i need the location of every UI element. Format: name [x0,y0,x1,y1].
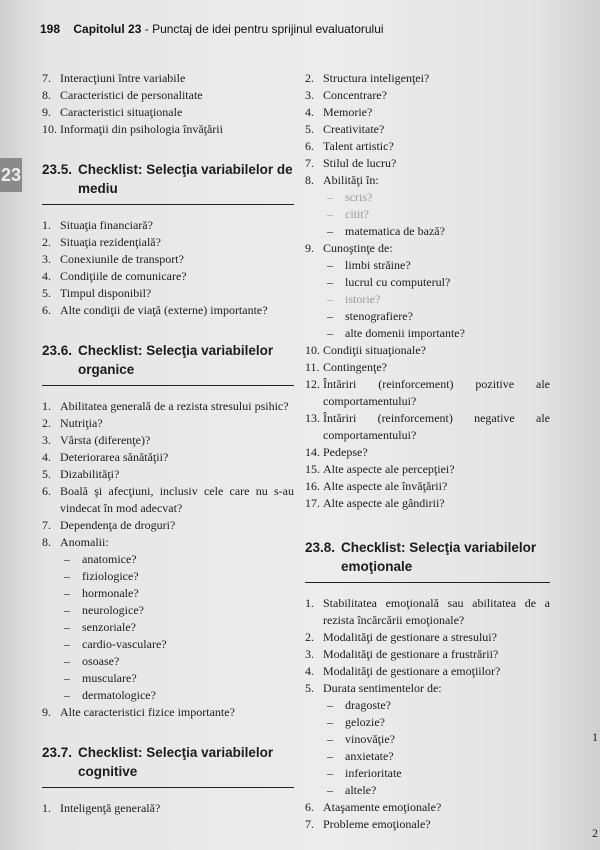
list-item: 7. Dependenţa de droguri? [42,518,176,532]
list-item: 16. Alte aspecte ale învăţării? [305,479,448,493]
list-subitem: – lucrul cu computerul? [327,275,451,289]
list-subitem: – hormonale? [64,586,139,600]
header-separator: - [141,22,153,36]
list-subitem: – musculare? [64,671,137,685]
page-number: 198 [40,22,61,36]
chapter-thumb-tab: 23 [0,158,22,192]
chapter-label: Capitolul 23 [73,22,142,36]
list-item: 10. Informaţii din psihologia învăţării [42,122,223,136]
list-item: 4. Deteriorarea sănătăţii? [42,450,169,464]
section-23-6-list [42,398,294,721]
list-item: 1. Abilitatea generală de a rezista stresului psihic? [42,399,289,413]
list-item: 6. Talent artistic? [305,139,394,153]
section-rule [42,787,294,788]
list-item: 8. Anomalii: [42,535,109,549]
list-item: 3. Concentrare? [305,88,387,102]
list-item: 9. Alte caracteristici fizice importante? [42,705,235,719]
section-rule [42,204,294,205]
list-subitem: – inferioritate [327,766,402,780]
left-top-list [42,70,294,138]
list-item: 2. Situaţia rezidenţială? [42,235,161,249]
list-item: 5. Durata sentimentelor de: [305,681,442,695]
list-subitem: – osoase? [64,654,120,668]
list-item: 3. Conexiunile de transport? [42,252,184,266]
list-item: 4. Modalităţi de gestionare a emoţiilor? [305,664,501,678]
list-item: 15. Alte aspecte ale percepţiei? [305,462,455,476]
list-item: 5. Creativitate? [305,122,385,136]
list-item: 1. Situaţia financiară? [42,218,153,232]
list-subitem: – cardio-vasculare? [64,637,167,651]
section-title-23-8: 23.8. Checklist: Selecţia variabilelor emoţionale [305,540,537,574]
list-subitem: – altele? [327,783,377,797]
list-subitem: – anatomice? [64,552,137,566]
list-subitem: – limbi străine? [327,258,411,272]
list-item: 9. Cunoştinţe de: [305,241,393,255]
list-subitem: – anxietate? [327,749,394,763]
list-item: 8. Abilităţi în: [305,173,379,187]
list-item: 11. Contingenţe? [305,360,387,374]
list-item: 13. Întăriri (reinforcement) negative ale comportamentului? [305,411,550,442]
section-rule [305,582,550,583]
list-item: 7. Probleme emoţionale? [305,817,431,831]
list-subitem: – fiziologice? [64,569,139,583]
list-item: 9. Caracteristici situaţionale [42,105,183,119]
list-item: 5. Timpul disponibil? [42,286,152,300]
list-subitem: – vinovăţie? [327,732,395,746]
list-item: 6. Alte condiţii de viaţă (externe) importante? [42,303,268,317]
right-column [305,70,550,833]
edge-mark: 1 [592,730,598,744]
list-item: 7. Stilul de lucru? [305,156,397,170]
list-item: 8. Caracteristici de personalitate [42,88,203,102]
list-item: 6. Boală şi afecţiuni, inclusiv cele care nu s-au vindecat în mod adecvat? [42,484,294,515]
list-item: 1. Inteligenţă generală? [42,801,161,815]
list-item: 2. Structura inteligenţei? [305,71,430,85]
list-item: 10. Condiţii situaţionale? [305,343,426,357]
list-subitem: – senzoriale? [64,620,136,634]
list-subitem: – istorie? [327,292,381,306]
list-item: 12. Întăriri (reinforcement) pozitive ale comportamentului? [305,377,550,408]
list-item: 4. Condiţiile de comunicare? [42,269,187,283]
section-rule [42,385,294,386]
list-subitem: – stenografiere? [327,309,413,323]
left-column [42,70,294,817]
chapter-title: Punctaj de idei pentru sprijinul evaluatorului [152,22,384,36]
list-item: 4. Memorie? [305,105,373,119]
list-subitem: – alte domenii importante? [327,326,465,340]
list-item: 7. Interacţiuni între variabile [42,71,186,85]
list-item: 3. Modalităţi de gestionare a frustrării? [305,647,499,661]
section-title-23-5: 23.5. Checklist: Selecţia variabilelor de mediu [42,162,293,196]
list-item: 17. Alte aspecte ale gândirii? [305,496,445,510]
list-subitem: – gelozie? [327,715,385,729]
section-23-5-list [42,217,294,319]
list-subitem: – matematica de bază? [327,224,445,238]
list-subitem: – dragoste? [327,698,391,712]
section-23-7-list [42,800,294,817]
list-item: 1. Stabilitatea emoţională sau abilitatea de a rezista încărcării emoţionale? [305,596,550,627]
edge-mark: 2 [592,826,598,840]
section-title-23-7: 23.7. Checklist: Selecţia variabilelor cognitive [42,745,274,779]
section-title-23-6: 23.6. Checklist: Selecţia variabilelor organice [42,343,274,377]
list-item: 2. Modalităţi de gestionare a stresului? [305,630,497,644]
list-item: 6. Ataşamente emoţionale? [305,800,442,814]
list-subitem: – dermatologice? [64,688,156,702]
running-header [40,22,384,36]
list-item: 3. Vârsta (diferenţe)? [42,433,151,447]
section-23-8-list [305,595,550,833]
right-top-list [305,70,550,512]
list-item: 5. Dizabilităţi? [42,467,120,481]
list-subitem: – scris? [327,190,373,204]
list-subitem: – neurologice? [64,603,144,617]
list-item: 14. Pedepse? [305,445,368,459]
list-subitem: – citit? [327,207,369,221]
list-item: 2. Nutriţia? [42,416,103,430]
